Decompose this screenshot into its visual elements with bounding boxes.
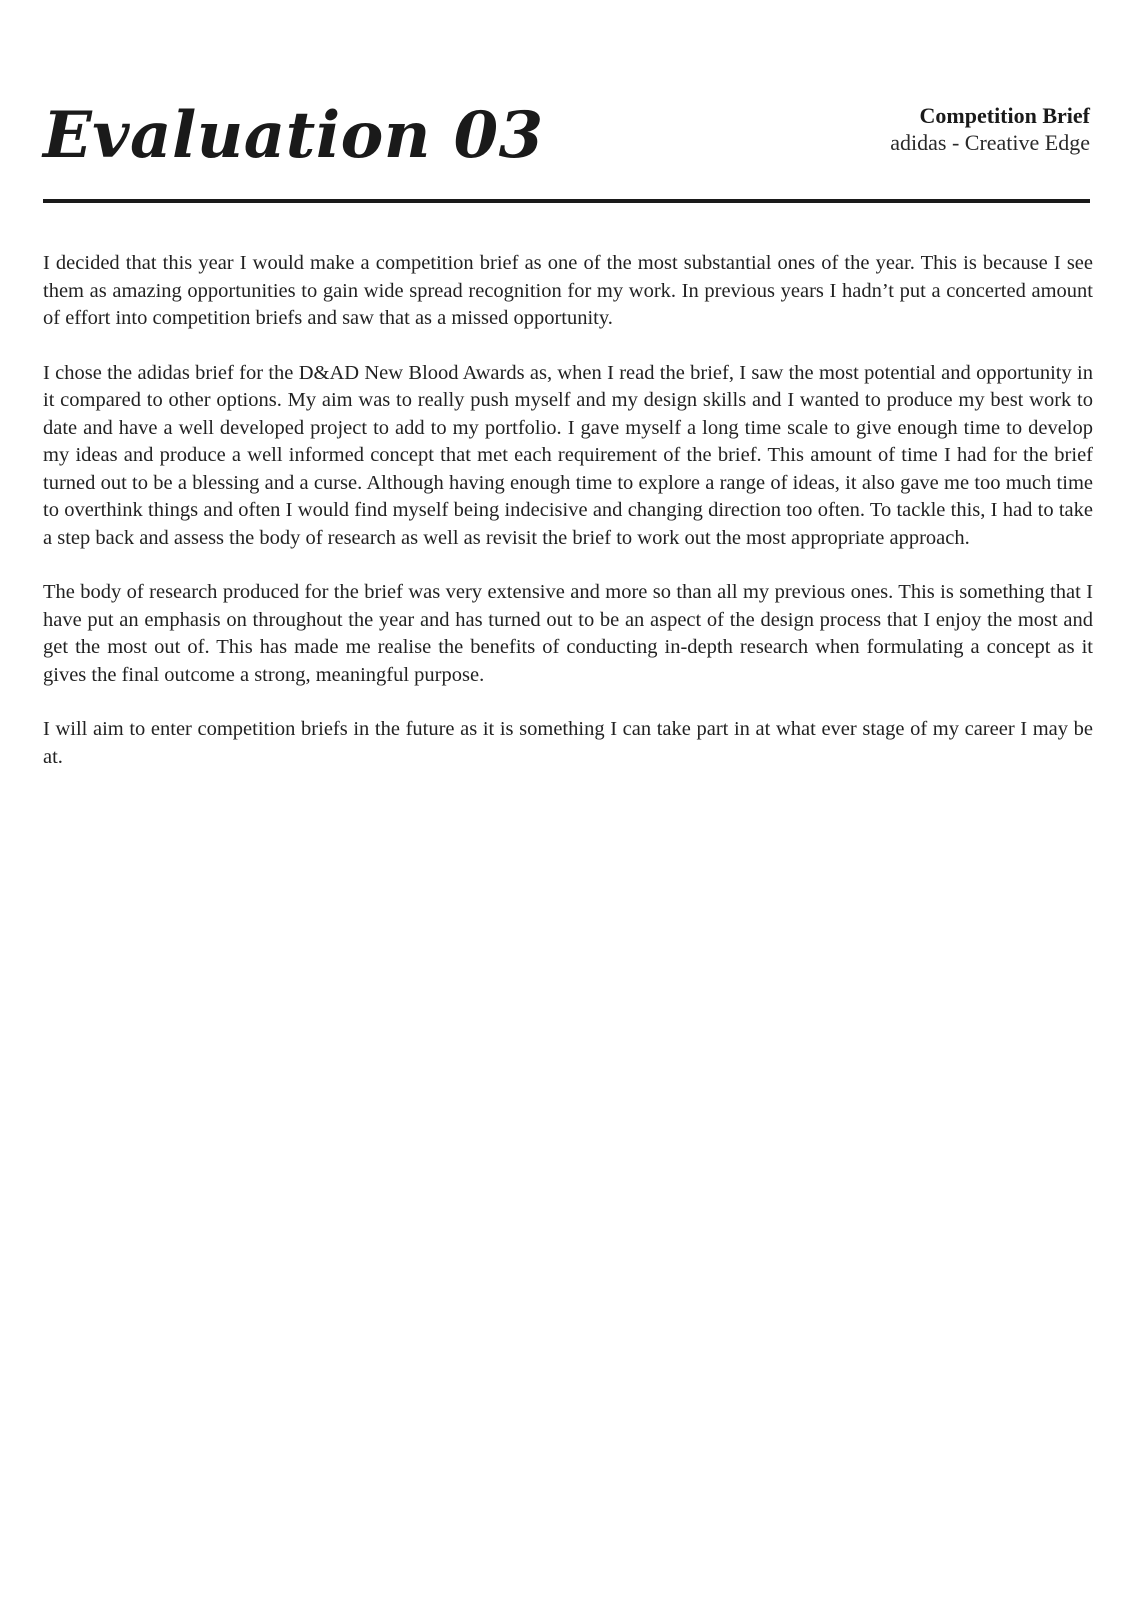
brief-name: adidas - Creative Edge	[890, 130, 1090, 155]
paragraph-1: I decided that this year I would make a competition brief as one of the most substantial ones of the year. This is because I see them as amazing opportunities to gain wide spread recognition for my work. In previous years I hadn’t put a concerted amount of effort into competition briefs and saw that as a missed opportunity.	[43, 252, 1093, 329]
brief-info	[890, 102, 1090, 156]
page-header	[43, 96, 1090, 200]
paragraph-4: I will aim to enter competition briefs in the future as it is something I can take part in at what ever stage of my career I may be at.	[43, 718, 1093, 768]
paragraph-3: The body of research produced for the brief was very extensive and more so than all my previous ones. This is something that I have put an emphasis on throughout the year and has turned out to be an aspect of the design process that I enjoy the most and get the most out of. This has made me realise the benefits of conducting in-depth research when formulating a concept as it gives the final outcome a strong, meaningful purpose.	[43, 581, 1093, 686]
evaluation-body	[43, 250, 1093, 798]
brief-type: Competition Brief	[919, 103, 1090, 128]
page-title: Evaluation 03	[43, 98, 544, 173]
header-divider	[43, 199, 1090, 203]
paragraph-2: I chose the adidas brief for the D&AD New Blood Awards as, when I read the brief, I saw the most potential and opportunity in it compared to other options. My aim was to really push myself and my design skills and I wanted to produce my best work to date and have a well developed project to add to my portfolio. I gave myself a long time scale to give enough time to develop my ideas and produce a well informed concept that met each requirement of the brief. This amount of time I had for the brief turned out to be a blessing and a curse. Although having enough time to explore a range of ideas, it also gave me too much time to overthink things and often I would find myself being indecisive and changing direction too often. To tackle this, I had to take a step back and assess the body of research as well as revisit the brief to work out the most appropriate approach.	[43, 361, 1093, 549]
